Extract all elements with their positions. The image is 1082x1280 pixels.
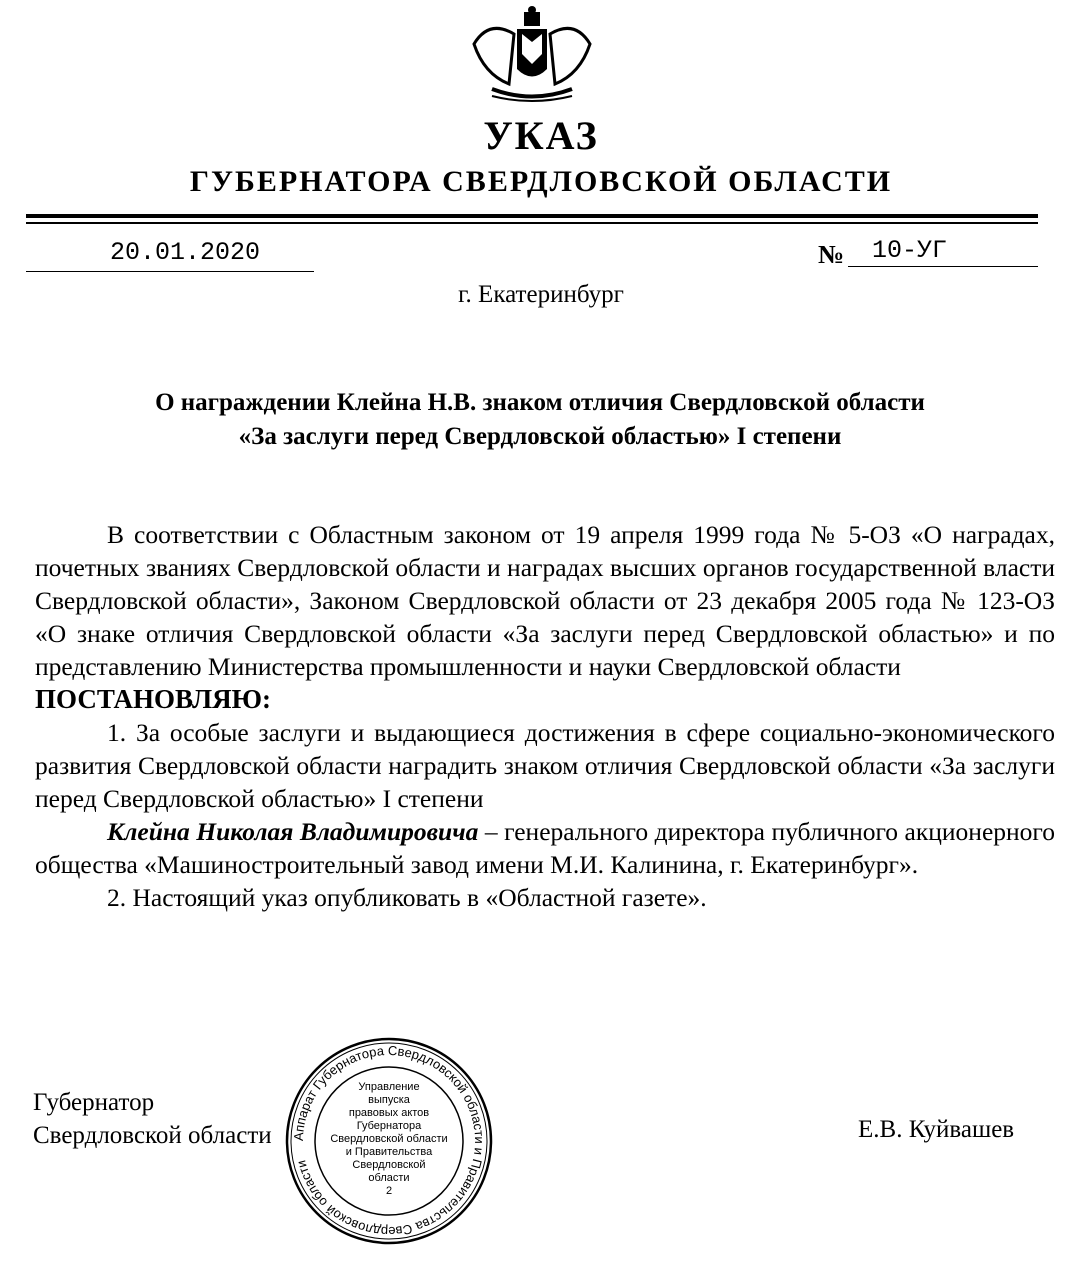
header-rule-thin: [26, 222, 1038, 224]
position-line: Свердловской области: [33, 1122, 272, 1149]
header-rule-thick: [26, 214, 1038, 218]
document-body: [35, 518, 1055, 914]
stamp-center-line: 2: [385, 1185, 393, 1197]
stamp-ring-text: Аппарат Губернатора Свердловской области и Правительства Свердловской области: [290, 1042, 488, 1240]
stamp-center-line: и Правительства: [345, 1146, 433, 1158]
document-title: УКАЗ: [483, 113, 599, 158]
awardee-name: Клейна Николая Владимировича: [107, 817, 479, 846]
stamp-center-line: правовых актов: [348, 1107, 430, 1119]
signatory-name: Е.В. Куйвашев: [858, 1116, 1015, 1143]
number-underline: [848, 266, 1038, 267]
date-underline: [26, 271, 314, 272]
stamp-center-line: Губернатора: [356, 1120, 422, 1132]
stamp-center-line: Свердловской области: [330, 1133, 448, 1145]
item-1-paragraph: 1. За особые заслуги и выдающиеся достижения в сфере социально-экономического развития Свердловской области наградить знаком отличия Свердловской области «За заслуги перед Свердловской областью» I степени: [35, 718, 1055, 813]
preamble-paragraph: В соответствии с Областным законом от 19 апреля 1999 года № 5-ОЗ «О наградах, почетных званиях Свердловской области и наградах высших органов государственной власти Свердловской области», Законом Свердловской области от 23 декабря 2005 года № 123-ОЗ «О знаке отличия Свердловской области «За заслуги перед Свердловской областью» и по представлению Министерства промышленности и науки Свердловской области: [35, 520, 1055, 681]
stamp-center-line: области: [368, 1172, 410, 1184]
decree-heading: ПОСТАНОВЛЯЮ:: [35, 684, 271, 714]
document-subject: [60, 386, 1020, 454]
awardee-description: – генерального директора публичного акционерного общества «Машиностроительный завод имени М.И. Калинина, г. Екатеринбург».: [35, 817, 1055, 879]
subject-line: «За заслуги перед Свердловской областью» I степени: [238, 423, 842, 450]
item-2-paragraph: 2. Настоящий указ опубликовать в «Областной газете».: [107, 883, 707, 912]
subject-line: О награждении Клейна Н.В. знаком отличия Свердловской области: [155, 389, 925, 416]
position-line: Губернатор: [33, 1089, 155, 1116]
document-issuer: ГУБЕРНАТОРА СВЕРДЛОВСКОЙ ОБЛАСТИ: [189, 165, 893, 198]
document-date: 20.01.2020: [110, 238, 261, 267]
stamp-center-line: Управление: [358, 1081, 420, 1093]
stamp-center-line: выпуска: [368, 1094, 410, 1106]
official-stamp: [284, 1036, 494, 1246]
awardee-paragraph: [35, 815, 1055, 881]
stamp-center-line: Свердловской: [352, 1159, 426, 1171]
document-number: 10-УГ: [872, 236, 948, 265]
number-sign: №: [818, 240, 845, 269]
coat-of-arms-emblem: [462, 4, 602, 104]
signatory-position: [33, 1086, 272, 1152]
document-city: г. Екатеринбург: [458, 281, 624, 308]
